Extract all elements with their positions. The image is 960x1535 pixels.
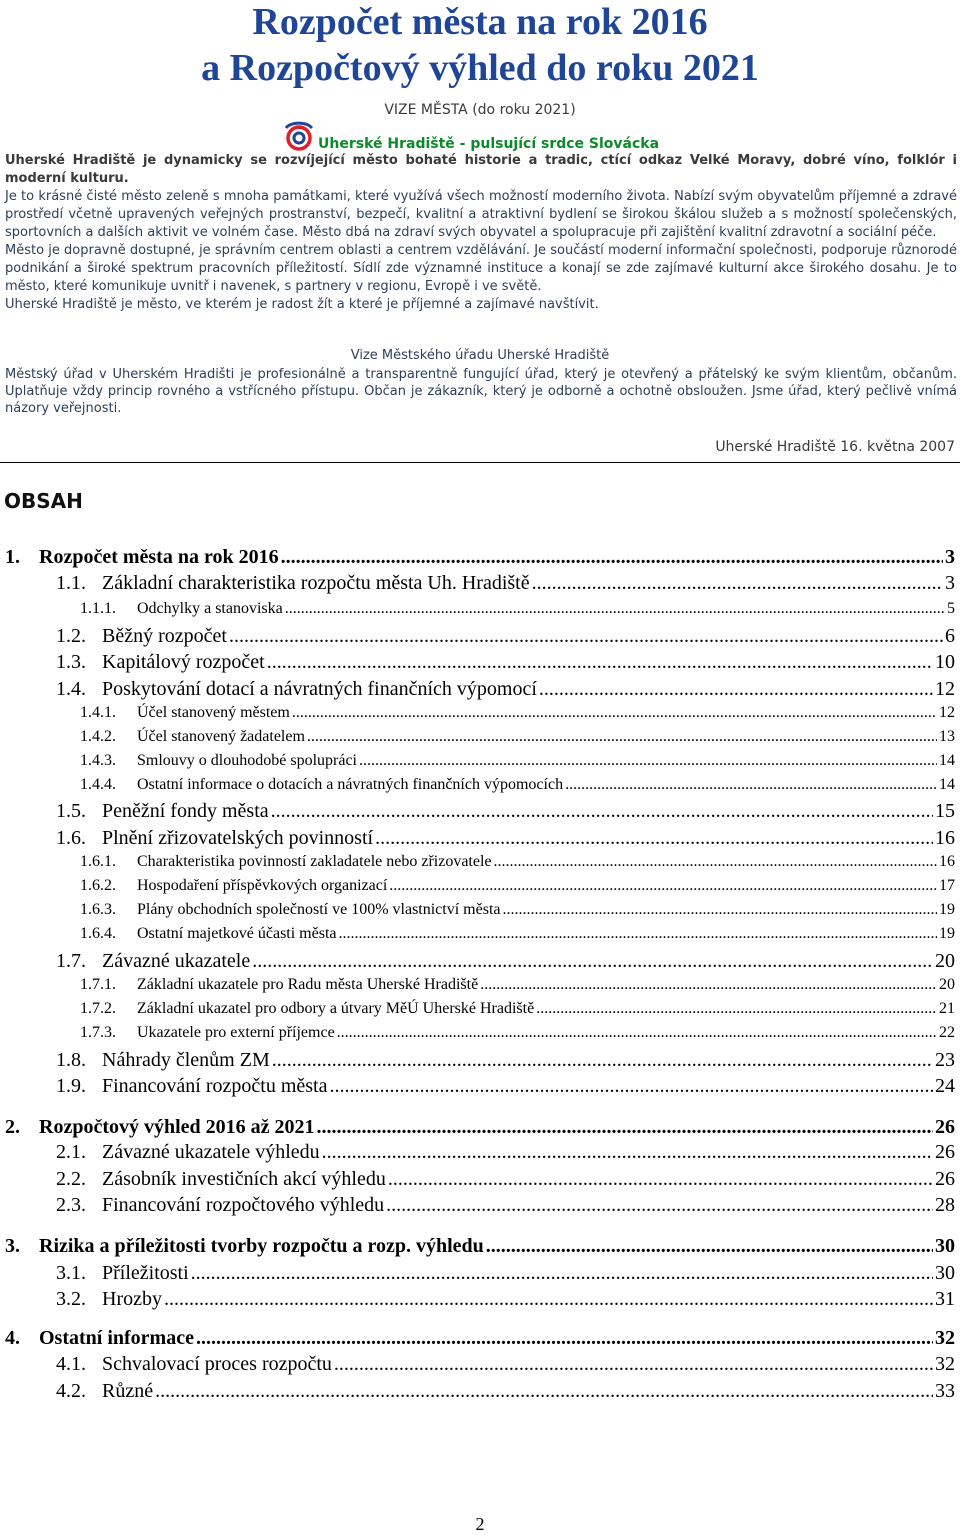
divider xyxy=(0,462,960,463)
page-number: 2 xyxy=(475,1514,485,1534)
toc-dot-leader xyxy=(503,901,938,919)
toc-entry-title: Základní ukazatel pro odbory a útvary MěÚ Uherské Hradiště xyxy=(137,1000,535,1017)
toc-entry-title: Plnění zřizovatelských povinností xyxy=(102,827,374,849)
toc-entry-number: 1.4.2. xyxy=(80,728,116,745)
toc-entry-title: Plány obchodních společností ve 100% vlastnictví města xyxy=(137,901,501,918)
toc-entry[interactable] xyxy=(80,728,955,746)
toc-entry-page: 30 xyxy=(935,1262,955,1284)
toc-dot-leader xyxy=(565,776,937,794)
toc-entry-page: 32 xyxy=(935,1353,955,1375)
toc-entry-number: 3.1. xyxy=(56,1262,86,1284)
toc-entry-number: 1.6. xyxy=(56,827,86,849)
toc-entry-number: 4.2. xyxy=(56,1380,86,1402)
toc-dot-leader xyxy=(229,625,943,648)
toc-entry-title: Financování rozpočtu města xyxy=(102,1075,328,1097)
toc-entry-page: 14 xyxy=(939,776,955,793)
toc-entry-number: 1.6.3. xyxy=(80,901,116,918)
toc-entry[interactable] xyxy=(56,1353,955,1376)
toc-entry-title: Závazné ukazatele výhledu xyxy=(102,1141,320,1163)
toc-entry-number: 4. xyxy=(5,1327,20,1349)
toc-entry-page: 13 xyxy=(939,728,955,745)
toc-entry-page: 16 xyxy=(935,827,955,849)
toc-entry-title: Příležitosti xyxy=(102,1262,189,1284)
toc-entry[interactable] xyxy=(80,901,955,919)
toc-entry-number: 1.4. xyxy=(56,678,86,700)
toc-dot-leader xyxy=(196,1327,933,1350)
toc-entry[interactable] xyxy=(56,1380,955,1403)
toc-entry-number: 1.3. xyxy=(56,651,86,673)
toc-entry-title: Peněžní fondy města xyxy=(102,800,269,822)
toc-dot-leader xyxy=(539,678,933,701)
toc-entry-title: Náhrady členům ZM xyxy=(102,1049,270,1071)
toc-dot-leader xyxy=(386,1194,933,1217)
office-vision-heading: Vize Městského úřadu Uherské Hradiště xyxy=(350,348,610,363)
office-vision-text: Městský úřad v Uherském Hradišti je profesionálně a transparentně fungující úřad, který je otevřený a přátelský ke svým klientům, občanům. Uplatňuje vždy princip rovného a vstřícného přístupu. Občan je zákazník, který je odborně a ochotně obsloužen. Jsme úřad, který pečlivě vnímá názory veřejnosti. xyxy=(5,367,957,416)
toc-entry-page: 20 xyxy=(935,950,955,972)
toc-entry-title: Poskytování dotací a návratných finančních výpomocí xyxy=(102,678,537,700)
toc-entry-number: 1.1.1. xyxy=(80,600,116,617)
toc-dot-leader xyxy=(389,877,937,895)
toc-entry-number: 1.4.1. xyxy=(80,704,116,721)
toc-entry-number: 1. xyxy=(5,546,20,568)
toc-entry-number: 1.2. xyxy=(56,625,86,647)
city-slogan: Uherské Hradiště - pulsující srdce Slovácka xyxy=(318,136,660,152)
toc-entry-number: 1.9. xyxy=(56,1075,86,1097)
toc-entry-title: Ostatní informace o dotacích a návratných finančních výpomocích xyxy=(137,776,564,793)
toc-entry-number: 1.1. xyxy=(56,572,86,594)
toc-entry-page: 26 xyxy=(935,1116,955,1138)
toc-dot-leader xyxy=(337,1024,937,1042)
signature-date: Uherské Hradiště 16. května 2007 xyxy=(715,439,955,455)
toc-entry-page: 30 xyxy=(935,1235,955,1257)
toc-entry-title: Financování rozpočtového výhledu xyxy=(102,1194,385,1216)
toc-entry-page: 32 xyxy=(935,1327,955,1349)
city-logo-icon xyxy=(282,120,316,152)
toc-entry-number: 1.8. xyxy=(56,1049,86,1071)
toc-entry-number: 1.6.1. xyxy=(80,853,116,870)
toc-entry[interactable] xyxy=(56,1049,955,1072)
toc-entry-title: Odchylky a stanoviska xyxy=(137,600,283,617)
document-subtitle: VIZE MĚSTA (do roku 2021) xyxy=(384,102,576,118)
toc-entry-number: 2.2. xyxy=(56,1168,86,1190)
toc-entry[interactable] xyxy=(56,625,955,648)
toc-dot-leader xyxy=(334,1353,933,1376)
toc-entry-number: 2.3. xyxy=(56,1194,86,1216)
toc-entry-number: 1.4.4. xyxy=(80,776,116,793)
toc-entry-number: 2.1. xyxy=(56,1141,86,1163)
toc-entry-page: 21 xyxy=(939,1000,955,1017)
toc-entry[interactable] xyxy=(5,1327,955,1350)
toc-entry-number: 4.1. xyxy=(56,1353,86,1375)
toc-entry[interactable] xyxy=(56,1262,955,1285)
toc-entry[interactable] xyxy=(80,776,955,794)
toc-entry-title: Charakteristika povinností zakladatele nebo zřizovatele xyxy=(137,853,492,870)
toc-dot-leader xyxy=(339,925,938,943)
toc-entry-title: Rizika a příležitosti tvorby rozpočtu a rozp. výhledu xyxy=(39,1235,484,1257)
toc-entry-page: 19 xyxy=(939,925,955,942)
toc-entry-page: 33 xyxy=(935,1380,955,1402)
city-vision xyxy=(5,152,957,314)
toc-entry-number: 1.7.3. xyxy=(80,1024,116,1041)
toc-dot-leader xyxy=(330,1075,934,1098)
vision-lead: Uherské Hradiště je dynamicky se rozvíjející město bohaté historie a tradic, ctící odkaz Velké Moravy, dobré víno, folklór i moderní kulturu. xyxy=(5,153,957,186)
toc-entry[interactable] xyxy=(80,1024,955,1042)
vision-paragraph: Město je dopravně dostupné, je správním centrem oblasti a centrem vzdělávání. Je součástí moderní informační společnosti, podporuje různorodé podnikání a široké spektrum pracovních příležitostí. Sídlí zde významné instituce a konají se zde zajímavé kulturní akce širokého dosahu. Je to město, které komunikuje uvnitř i navenek, s partnery v regionu, Evropě i ve světě. xyxy=(5,243,957,294)
toc-entry-title: Různé xyxy=(102,1380,154,1402)
toc-entry-page: 17 xyxy=(939,877,955,894)
toc-dot-leader xyxy=(271,800,933,823)
toc-entry-page: 22 xyxy=(939,1024,955,1041)
toc-dot-leader xyxy=(486,1235,933,1258)
toc-dot-leader xyxy=(536,1000,937,1018)
toc-entry-page: 15 xyxy=(935,800,955,822)
toc-entry-title: Závazné ukazatele xyxy=(102,950,251,972)
toc-entry-title: Ukazatele pro externí příjemce xyxy=(137,1024,335,1041)
toc-entry-number: 1.6.4. xyxy=(80,925,116,942)
toc-entry[interactable] xyxy=(80,600,955,618)
toc-entry-page: 31 xyxy=(935,1288,955,1310)
toc-entry[interactable] xyxy=(80,704,955,722)
toc-dot-leader xyxy=(281,546,943,569)
toc-entry-page: 3 xyxy=(945,546,955,568)
toc-entry-page: 28 xyxy=(935,1194,955,1216)
toc-entry[interactable] xyxy=(56,1075,955,1098)
toc-entry[interactable] xyxy=(5,1116,955,1139)
toc-entry-number: 3. xyxy=(5,1235,20,1257)
toc-entry-number: 1.5. xyxy=(56,800,86,822)
toc-entry-page: 20 xyxy=(939,976,955,993)
toc-entry-title: Ostatní informace xyxy=(39,1327,194,1349)
toc-entry-number: 1.7. xyxy=(56,950,86,972)
toc-entry[interactable] xyxy=(56,800,955,823)
slogan-row xyxy=(282,120,659,152)
toc-entry-title: Hospodaření příspěvkových organizací xyxy=(137,877,388,894)
toc-entry-title: Ostatní majetkové účasti města xyxy=(137,925,337,942)
toc-dot-leader xyxy=(252,950,933,973)
toc-entry-page: 12 xyxy=(939,704,955,721)
toc-heading: OBSAH xyxy=(4,489,83,513)
toc-entry-title: Rozpočet města na rok 2016 xyxy=(39,546,279,568)
toc-entry-number: 2. xyxy=(5,1116,20,1138)
toc-entry-title: Hrozby xyxy=(102,1288,162,1310)
toc-entry[interactable] xyxy=(56,1168,955,1191)
toc-entry-page: 26 xyxy=(935,1141,955,1163)
toc-dot-leader xyxy=(267,651,933,674)
toc-entry[interactable] xyxy=(80,853,955,871)
toc-entry[interactable] xyxy=(56,572,955,595)
toc-dot-leader xyxy=(494,853,937,871)
toc-entry-title: Rozpočtový výhled 2016 až 2021 xyxy=(39,1116,315,1138)
toc-entry[interactable] xyxy=(56,827,955,850)
toc-entry-page: 24 xyxy=(935,1075,955,1097)
toc-entry-title: Základní charakteristika rozpočtu města Uh. Hradiště xyxy=(102,572,530,594)
toc-dot-leader xyxy=(359,752,937,770)
toc-dot-leader xyxy=(388,1168,933,1191)
toc-dot-leader xyxy=(307,728,937,746)
toc-entry-page: 26 xyxy=(935,1168,955,1190)
toc-entry-number: 1.7.2. xyxy=(80,1000,116,1017)
toc-entry-page: 12 xyxy=(935,678,955,700)
toc-entry[interactable] xyxy=(5,546,955,569)
toc-dot-leader xyxy=(285,600,945,618)
toc-entry-title: Zásobník investičních akcí výhledu xyxy=(102,1168,386,1190)
toc-entry-page: 14 xyxy=(939,752,955,769)
toc-dot-leader xyxy=(317,1116,933,1139)
toc-dot-leader xyxy=(155,1380,933,1403)
toc-dot-leader xyxy=(292,704,937,722)
toc-dot-leader xyxy=(164,1288,933,1311)
toc-entry[interactable] xyxy=(56,1141,955,1164)
toc-entry-number: 1.6.2. xyxy=(80,877,116,894)
document-title-line-2: a Rozpočtový výhled do roku 2021 xyxy=(201,47,759,89)
toc-dot-leader xyxy=(480,976,937,994)
toc-entry[interactable] xyxy=(80,925,955,943)
toc-entry-title: Účel stanovený žadatelem xyxy=(137,728,305,745)
toc-entry[interactable] xyxy=(80,1000,955,1018)
toc-entry[interactable] xyxy=(80,752,955,770)
toc-entry-title: Účel stanovený městem xyxy=(137,704,290,721)
toc-dot-leader xyxy=(191,1262,933,1285)
toc-entry-number: 3.2. xyxy=(56,1288,86,1310)
toc-dot-leader xyxy=(322,1141,933,1164)
toc-entry[interactable] xyxy=(56,1194,955,1217)
toc-entry-title: Kapitálový rozpočet xyxy=(102,651,265,673)
toc-entry-title: Základní ukazatele pro Radu města Uherské Hradiště xyxy=(137,976,479,993)
vision-paragraph: Je to krásné čisté město zeleně s mnoha památkami, které využívá všech možností moderního života. Nabízí svým obyvatelům příjemné a zdravé prostředí včetně upravených veřejných prostranství, bezpečí, kvalitní a atraktivní bydlení se širokou škálou služeb a s možností společenských, sportovních a dalších aktivit ve volném čase. Město dbá na zdraví svých obyvatel a spolupracuje při zajištění kvalitní zdravotní a sociální péče. xyxy=(5,189,957,240)
toc-entry-number: 1.7.1. xyxy=(80,976,116,993)
toc-entry-title: Běžný rozpočet xyxy=(102,625,227,647)
toc-entry[interactable] xyxy=(56,678,955,701)
toc-entry-number: 1.4.3. xyxy=(80,752,116,769)
toc-entry[interactable] xyxy=(80,976,955,994)
toc-entry-page: 3 xyxy=(945,572,955,594)
toc-dot-leader xyxy=(532,572,943,595)
toc-entry[interactable] xyxy=(56,651,955,674)
toc-entry-page: 19 xyxy=(939,901,955,918)
toc-entry-title: Smlouvy o dlouhodobé spolupráci xyxy=(137,752,357,769)
toc-entry-page: 5 xyxy=(947,600,955,617)
toc-entry-page: 16 xyxy=(939,853,955,870)
vision-paragraph: Uherské Hradiště je město, ve kterém je radost žít a které je příjemné a zajímavé navštívit. xyxy=(5,297,599,312)
document-title-line-1: Rozpočet města na rok 2016 xyxy=(252,1,708,43)
toc-dot-leader xyxy=(272,1049,933,1072)
toc-entry-page: 6 xyxy=(945,625,955,647)
toc-entry[interactable] xyxy=(5,1235,955,1258)
toc-dot-leader xyxy=(375,827,933,850)
toc-entry[interactable] xyxy=(80,877,955,895)
toc-entry[interactable] xyxy=(56,1288,955,1311)
toc-entry-page: 10 xyxy=(935,651,955,673)
toc-entry[interactable] xyxy=(56,950,955,973)
toc-entry-title: Schvalovací proces rozpočtu xyxy=(102,1353,332,1375)
toc-entry-page: 23 xyxy=(935,1049,955,1071)
